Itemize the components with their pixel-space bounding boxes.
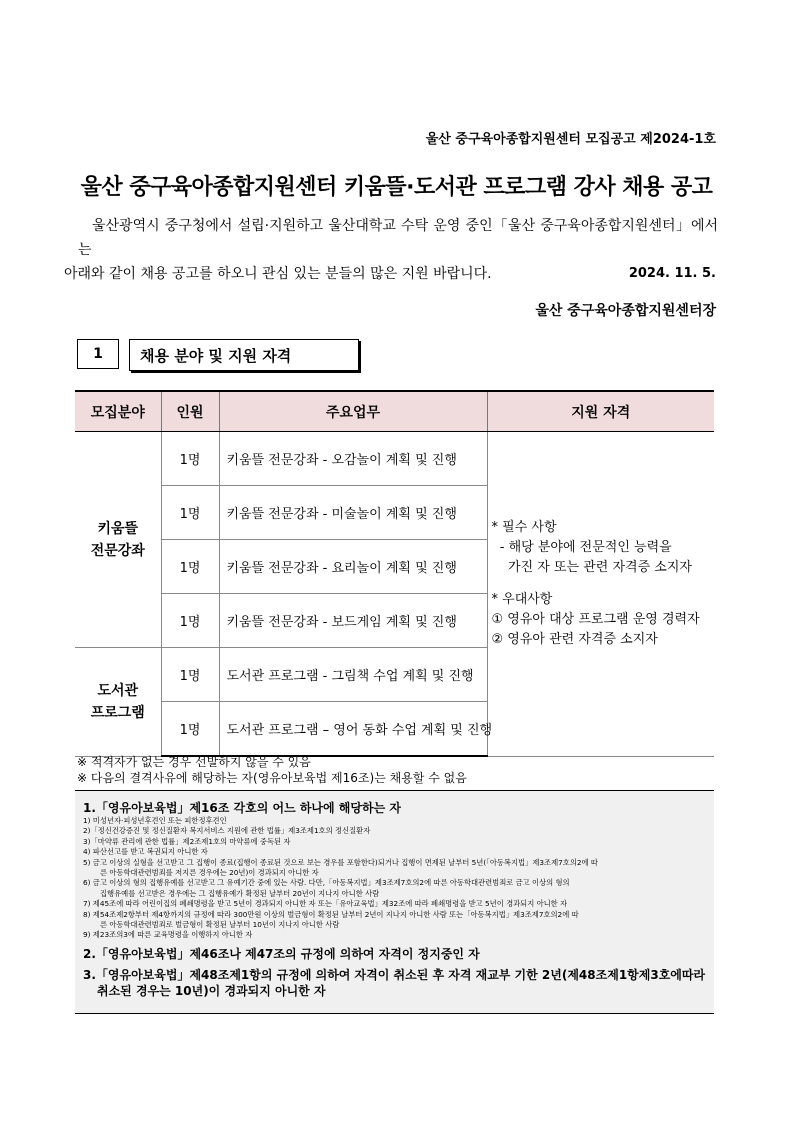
- row-count: 1명: [161, 432, 219, 486]
- sub-item: 1) 미성년자·피성년후견인 또는 피한정후견인: [83, 816, 227, 825]
- disqualification-item: 2.「영유아보육법」제46조나 제47조의 규정에 의하여 자격이 정지중인 자: [83, 946, 480, 961]
- recruitment-table: [75, 390, 714, 757]
- sub-item: 3)「마약류 관리에 관한 법률」제2조제1호의 마약류에 중독된 자: [83, 836, 291, 846]
- sub-item: 5) 금고 이상의 실형을 선고받고 그 집행이 종료(집행이 종료된 것으로 보는 경우를 포함한다)되거나 집행이 면제된 날부터 5년(「아동복지법」제3조제7호의2에 따: [83, 857, 598, 867]
- table-row: [75, 432, 714, 486]
- note-line: ※ 다음의 결격사유에 해당하는 자(영유아보육법 제16조)는 채용할 수 없음: [77, 771, 467, 785]
- qualification-line: ① 영유아 대상 프로그램 운영 경력자: [491, 612, 700, 627]
- qualification-line: 가진 자 또는 관련 자격증 소지자: [503, 560, 692, 575]
- sub-item: 8) 제54조제2항부터 제4항까지의 규정에 따라 300만원 이상의 벌금형이 확정된 날부터 2년이 지나지 아니한 사람 또는「아동복지법」제3조제7호의2에 따: [83, 909, 579, 919]
- header-qualification: 지원 자격: [487, 391, 714, 432]
- sub-item: 른 아동학대관련범죄로 벌금형이 확정된 날부터 10년이 지나지 아니한 사람: [100, 920, 340, 930]
- signer: 울산 중구육아종합지원센터장: [535, 303, 716, 319]
- disqualification-item: 취소된 경우는 10년)이 경과되지 아니한 자: [97, 983, 326, 998]
- disqualification-item: 3.「영유아보육법」제48조제1항의 규정에 의하여 자격이 취소된 후 자격 재교부 기한 2년(제48조제1항제3호에따라: [83, 967, 706, 982]
- sub-item: 6) 금고 이상의 형의 집행유예를 선고받고 그 유예기간 중에 있는 사람. 다만,「아동복지법」제3조제7호의2에 따른 아동학대관련범죄로 금고 이상의 형의: [83, 878, 570, 888]
- sub-item: 른 아동학대관련범죄를 저지른 경우에는 20년)이 경과되지 아니한 자: [100, 868, 319, 878]
- field-label: 전문강좌: [90, 542, 145, 559]
- table-header-row: [75, 391, 714, 432]
- field-label: 도서관: [97, 682, 139, 699]
- qualification-spacer: [492, 578, 715, 590]
- row-count: 1명: [161, 648, 219, 702]
- page-title: 울산 중구육아종합지원센터 키움뜰·도서관 프로그램 강사 채용 공고: [80, 175, 713, 200]
- row-duty: 키움뜰 전문강좌 - 미술놀이 계획 및 진행: [219, 486, 487, 540]
- row-count: 1명: [161, 594, 219, 648]
- row-duty: 키움뜰 전문강좌 - 보드게임 계획 및 진행: [219, 594, 487, 648]
- disqualification-item: 1.「영유아보육법」제16조 각호의 어느 하나에 해당하는 자: [83, 801, 401, 815]
- qualification-line: * 우대사항: [491, 592, 553, 607]
- note-line: ※ 적격자가 없는 경우 선발하지 않을 수 있음: [77, 755, 311, 769]
- qualification-line: * 필수 사항: [491, 520, 557, 535]
- intro-line: 울산광역시 중구청에서 설립·지원하고 울산대학교 수탁 운영 중인「울산 중구육아종합지원센터」에서는: [78, 218, 718, 258]
- field-label: 키움뜰: [97, 520, 139, 537]
- header-count: 인원: [161, 391, 219, 432]
- sub-item: 9) 제23조의3에 따른 교육명령을 이행하지 아니한 자: [83, 930, 253, 940]
- field-label: 프로그램: [90, 704, 145, 721]
- notice-date: 2024. 11. 5.: [628, 266, 716, 281]
- sub-item: 집행유예를 선고받은 경우에는 그 집행유예가 확정된 날부터 20년이 지나지 아니한 사람: [100, 888, 380, 898]
- sub-item: 2)「정신건강증진 및 정신질환자 복지서비스 지원에 관한 법률」제3조제1호의 정신질환자: [83, 826, 371, 836]
- qualification-line: ② 영유아 관련 자격증 소지자: [491, 632, 658, 647]
- field-kiumtteul: [75, 432, 161, 648]
- header-field: 모집분야: [75, 391, 161, 432]
- notes: [77, 754, 467, 786]
- row-count: 1명: [161, 702, 219, 757]
- row-duty: 도서관 프로그램 - 그림책 수업 계획 및 진행: [219, 648, 487, 702]
- field-library: [75, 648, 161, 757]
- row-count: 1명: [161, 486, 219, 540]
- disqualification-box: [75, 790, 714, 1014]
- row-duty: 키움뜰 전문강좌 - 오감놀이 계획 및 진행: [219, 432, 487, 486]
- header-duty: 주요업무: [219, 391, 487, 432]
- section-title: 채용 분야 및 지원 자격: [129, 339, 359, 371]
- qualification-cell: [487, 432, 714, 757]
- sub-item: 4) 파산선고를 받고 복권되지 아니한 자: [83, 847, 208, 857]
- intro-line: 아래와 같이 채용 공고를 하오니 관심 있는 분들의 많은 지원 바랍니다.: [64, 266, 492, 282]
- row-duty: 도서관 프로그램 – 영어 동화 수업 계획 및 진행: [219, 702, 487, 757]
- intro-paragraph: [64, 214, 718, 286]
- qualification-line: - 해당 분야에 전문적인 능력을: [495, 540, 672, 555]
- row-count: 1명: [161, 540, 219, 594]
- sub-item: 7) 제45조에 따라 어린이집의 폐쇄명령을 받고 5년이 경과되지 아니한 자 또는「유아교육법」제32조에 따라 폐쇄명령을 받고 5년이 경과되지 아니한 자: [83, 899, 568, 909]
- row-duty: 키움뜰 전문강좌 - 요리놀이 계획 및 진행: [219, 540, 487, 594]
- notice-number: 울산 중구육아종합지원센터 모집공고 제2024-1호: [425, 132, 716, 147]
- section-number: 1: [77, 339, 119, 369]
